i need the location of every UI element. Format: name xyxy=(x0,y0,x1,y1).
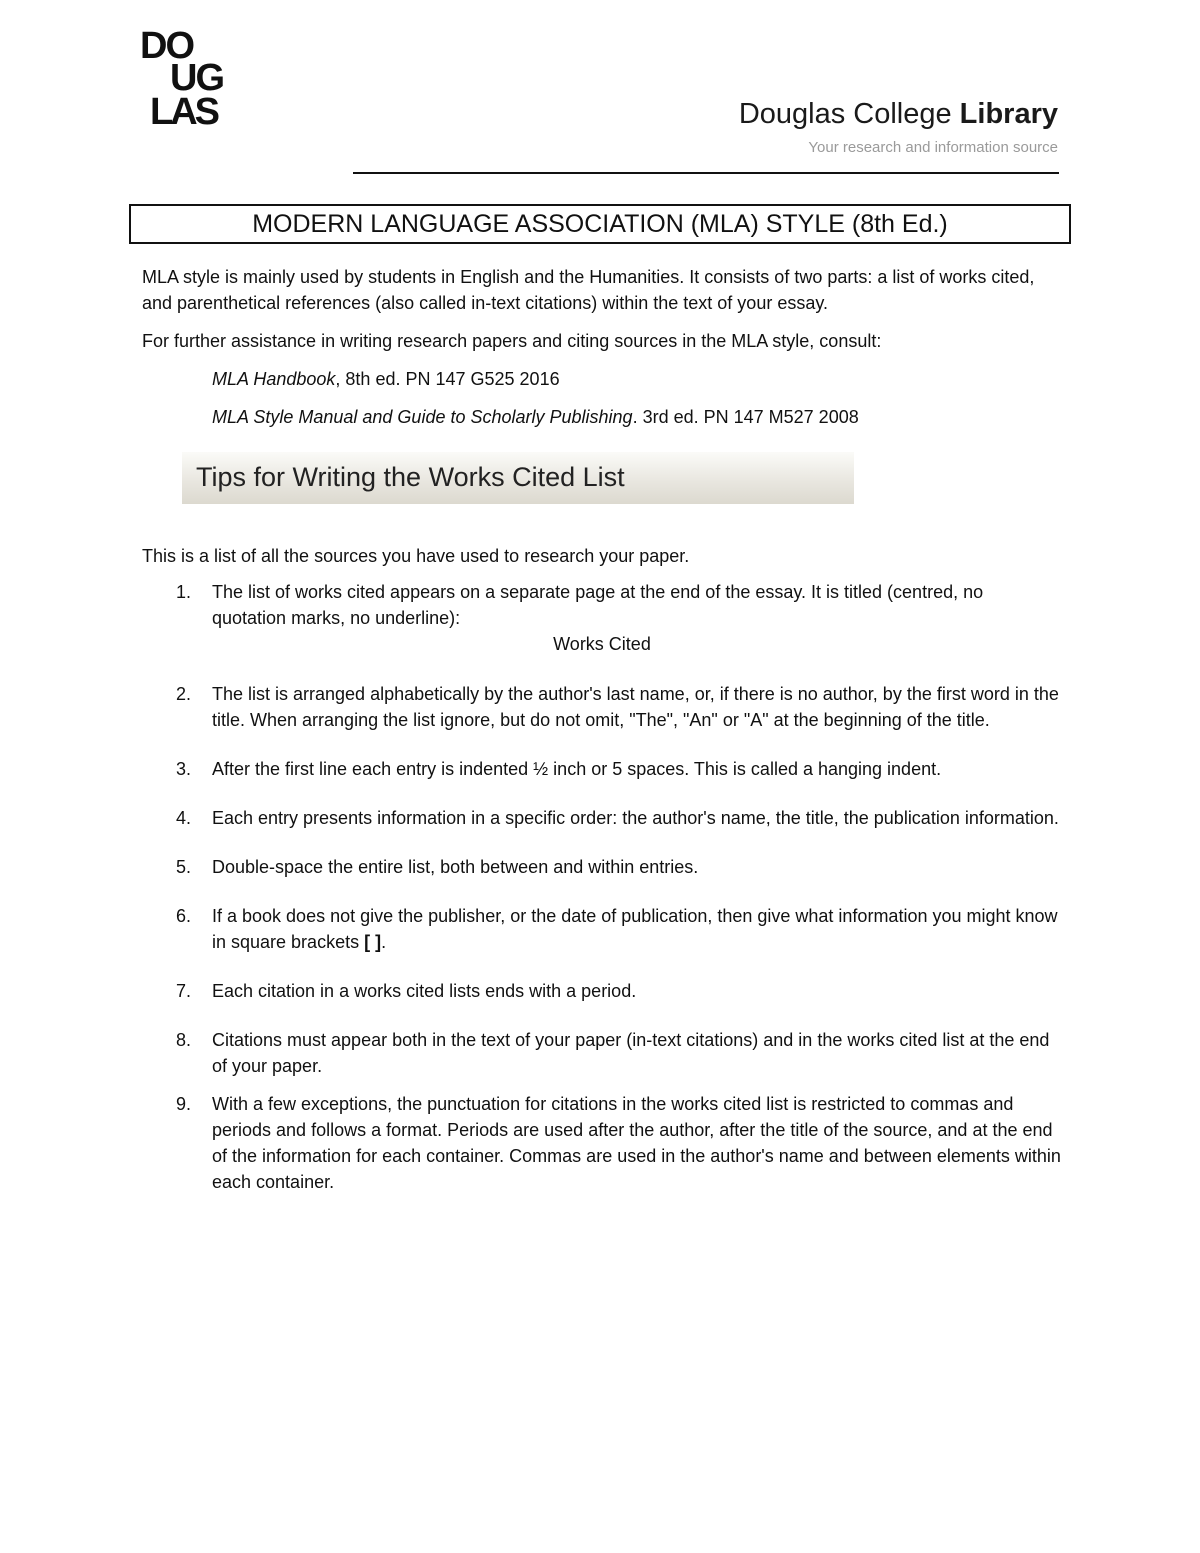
tips-lead-text: This is a list of all the sources you have used to research your paper. xyxy=(142,546,690,566)
reference-mla-handbook xyxy=(212,366,560,392)
consult-paragraph: For further assistance in writing research papers and citing sources in the MLA style, consult: xyxy=(142,331,882,351)
tips-section-heading: Tips for Writing the Works Cited List xyxy=(182,452,854,504)
list-text: After the first line each entry is indented ½ inch or 5 spaces. This is called a hanging indent. xyxy=(212,759,942,779)
list-item xyxy=(142,1027,1062,1079)
list-text: With a few exceptions, the punctuation for citations in the works cited list is restricted to commas and periods and follows a format. Periods are used after the author, after the title of the source, and at the end of the information for each container. Commas are used in the author's name and between elements within each container. xyxy=(212,1094,1061,1192)
list-number: 2. xyxy=(176,684,192,704)
reference-title: MLA Handbook xyxy=(212,369,336,389)
list-number: 8. xyxy=(176,1030,192,1050)
header-divider xyxy=(353,172,1059,174)
list-text: Each entry presents information in a specific order: the author's name, the title, the publication information. xyxy=(212,808,1059,828)
list-text: The list is arranged alphabetically by the author's last name, or, if there is no author, by the first word in the title. When arranging the list ignore, but do not omit, "The", "An" or "A" at the beginning of the title. xyxy=(212,684,1059,730)
list-number: 4. xyxy=(176,808,192,828)
works-cited-example: Works Cited xyxy=(553,634,651,654)
reference-title: MLA Style Manual and Guide to Scholarly Publishing xyxy=(212,407,633,427)
reference-mla-style-manual xyxy=(212,404,859,430)
library-name-bold: Library xyxy=(959,98,1058,130)
square-brackets: [ ] xyxy=(364,932,382,952)
logo-line-3: LAS xyxy=(150,91,217,128)
list-text: Double-space the entire list, both between and within entries. xyxy=(212,857,699,877)
intro-paragraph: MLA style is mainly used by students in English and the Humanities. It consists of two parts: a list of works cited, and parenthetical references (also called in-text citations) within the text of your essay. xyxy=(142,267,1035,313)
list-item xyxy=(142,854,1062,880)
tips-list xyxy=(142,579,1062,1195)
list-item xyxy=(142,756,1062,782)
list-number: 3. xyxy=(176,759,192,779)
list-number: 9. xyxy=(176,1094,192,1114)
douglas-logo xyxy=(140,28,250,128)
library-name-plain: Douglas College xyxy=(738,98,960,130)
reference-details: , 8th ed. PN 147 G525 2016 xyxy=(335,369,560,389)
list-text: The list of works cited appears on a separate page at the end of the essay. It is titled (centred, no quotation marks, no underline): xyxy=(212,582,984,628)
list-item xyxy=(142,681,1062,733)
library-tagline: Your research and information source xyxy=(808,139,1058,156)
list-item xyxy=(142,978,1062,1004)
list-number: 6. xyxy=(176,906,192,926)
list-text: If a book does not give the publisher, or the date of publication, then give what information you might know in square brackets xyxy=(212,906,1058,952)
list-item xyxy=(142,1091,1062,1195)
list-text: Citations must appear both in the text of your paper (in-text citations) and in the works cited list at the end of your paper. xyxy=(212,1030,1050,1076)
logo-line-1: DO xyxy=(140,28,193,67)
list-item xyxy=(142,805,1062,831)
library-name xyxy=(739,98,1058,131)
document-title: MODERN LANGUAGE ASSOCIATION (MLA) STYLE (8th Ed.) xyxy=(129,204,1071,244)
list-item xyxy=(142,579,1062,657)
reference-details: . 3rd ed. PN 147 M527 2008 xyxy=(632,407,859,427)
list-text: Each citation in a works cited lists ends with a period. xyxy=(212,981,637,1001)
logo-line-2: UG xyxy=(170,57,223,99)
list-number: 1. xyxy=(176,582,192,602)
list-number: 5. xyxy=(176,857,192,877)
list-number: 7. xyxy=(176,981,192,1001)
list-text-end: . xyxy=(381,932,387,952)
list-item xyxy=(142,903,1062,955)
